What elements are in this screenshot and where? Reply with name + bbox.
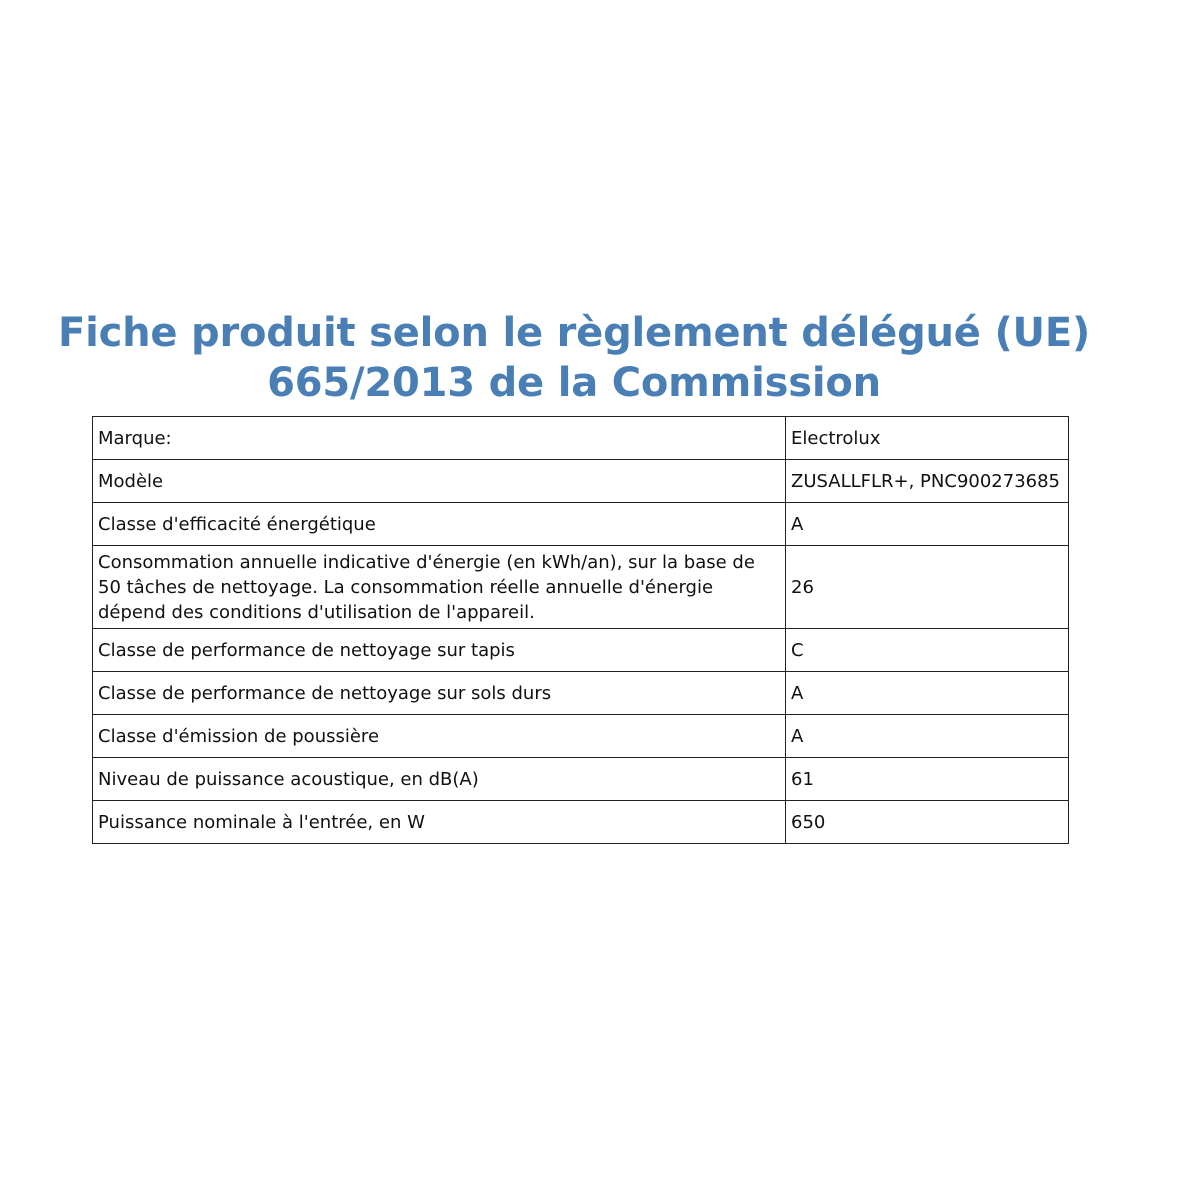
row-value: 650 (786, 801, 1069, 844)
table-row (93, 460, 1069, 503)
title-line-2: 665/2013 de la Commission (267, 360, 881, 406)
row-label: Classe de performance de nettoyage sur tapis (93, 629, 786, 672)
row-value: A (786, 715, 1069, 758)
row-label: Classe de performance de nettoyage sur sols durs (93, 672, 786, 715)
table-row (93, 715, 1069, 758)
table-row (93, 503, 1069, 546)
row-label: Marque: (93, 417, 786, 460)
table-row (93, 758, 1069, 801)
row-value: ZUSALLFLR+, PNC900273685 (786, 460, 1069, 503)
table-row (93, 801, 1069, 844)
row-label: Classe d'émission de poussière (93, 715, 786, 758)
row-label: Niveau de puissance acoustique, en dB(A) (93, 758, 786, 801)
table-row (93, 417, 1069, 460)
table-row (93, 672, 1069, 715)
product-sheet-table (92, 416, 1069, 844)
row-value: A (786, 503, 1069, 546)
row-label: Modèle (93, 460, 786, 503)
row-value: Electrolux (786, 417, 1069, 460)
table-row (93, 546, 1069, 629)
table-row (93, 629, 1069, 672)
row-value: 61 (786, 758, 1069, 801)
row-label: Puissance nominale à l'entrée, en W (93, 801, 786, 844)
row-label: Classe d'efficacité énergétique (93, 503, 786, 546)
title-line-1: Fiche produit selon le règlement délégué (UE) (57, 310, 1091, 356)
row-value: 26 (786, 546, 1069, 629)
row-label: Consommation annuelle indicative d'énergie (en kWh/an), sur la base de 50 tâches de nettoyage. La consommation réelle annuelle d'énergie dépend des conditions d'utilisation de l'appareil. (93, 546, 786, 629)
row-value: C (786, 629, 1069, 672)
page-title (0, 308, 1148, 408)
row-value: A (786, 672, 1069, 715)
